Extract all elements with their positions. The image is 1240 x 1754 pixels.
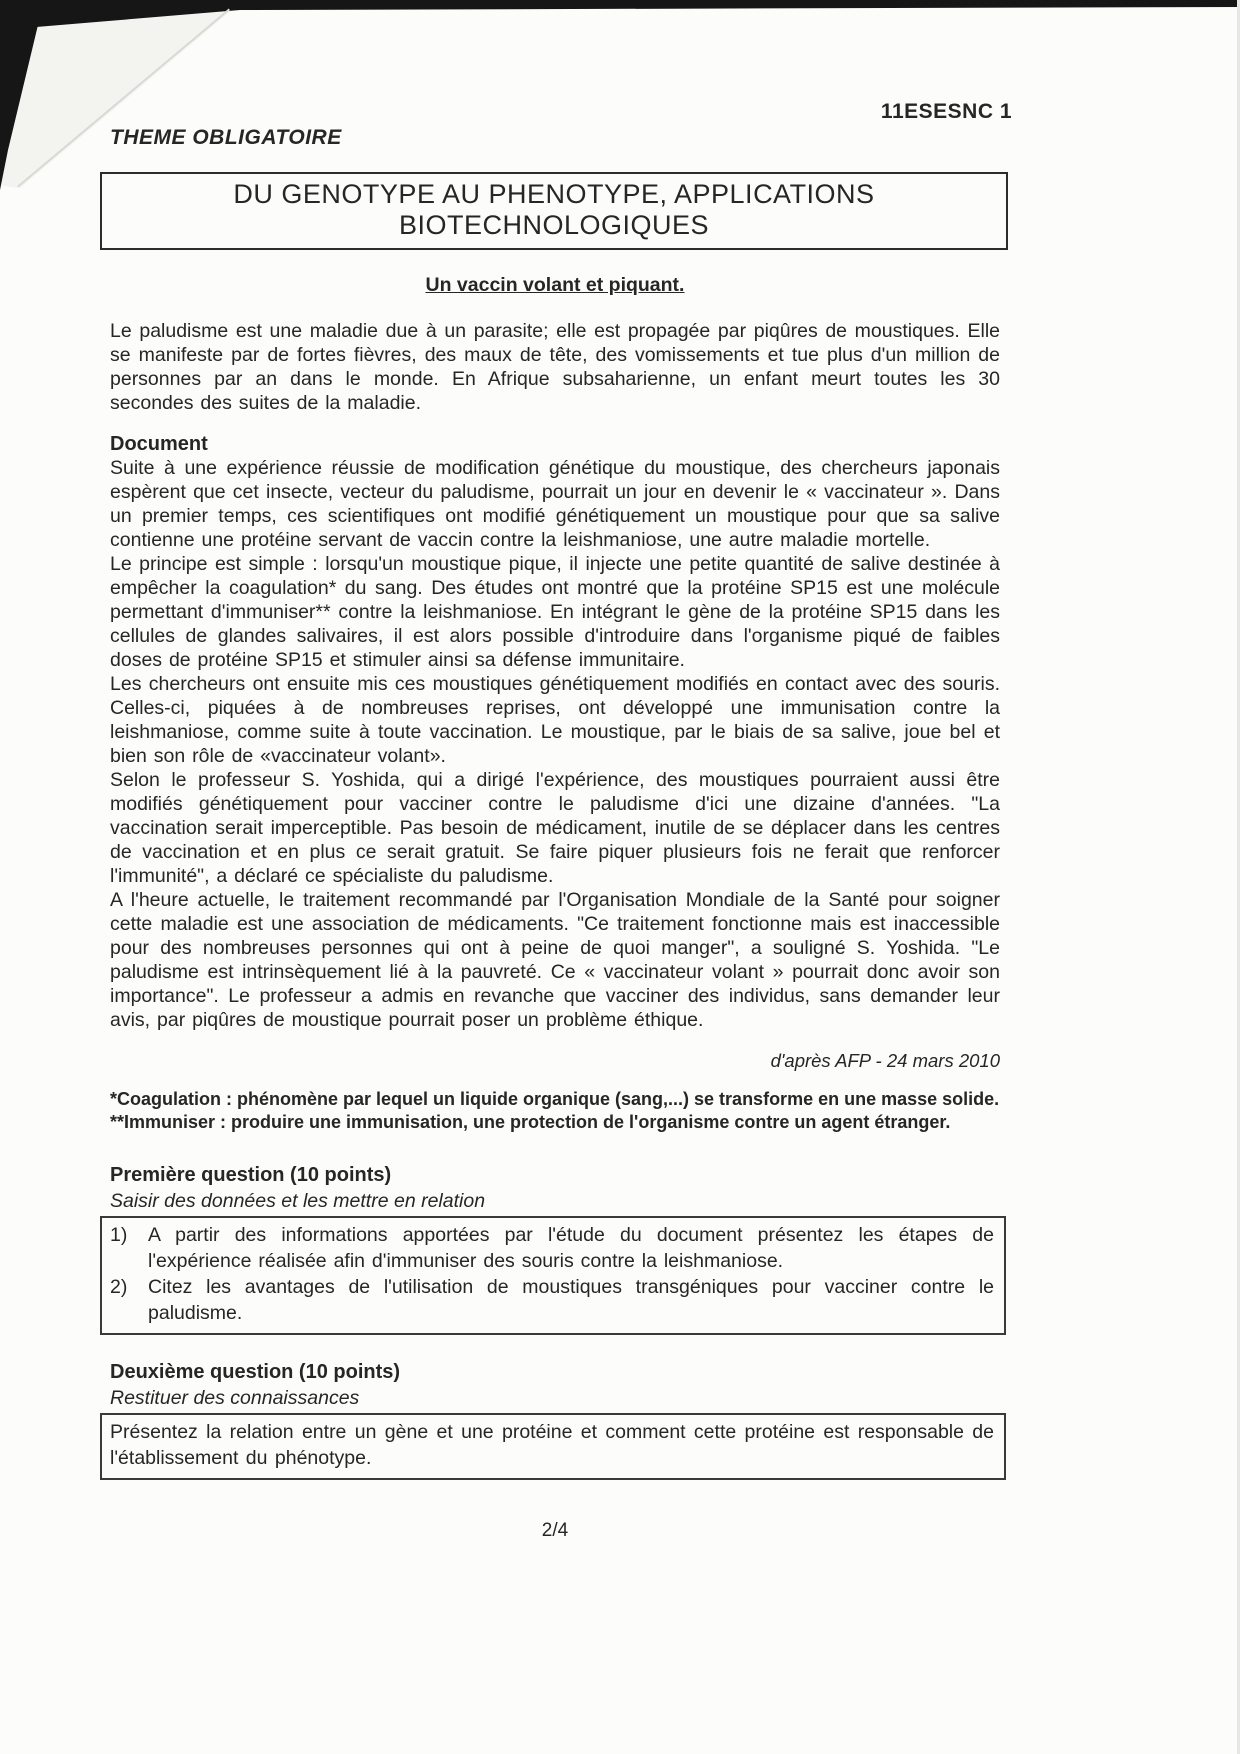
question2-skill: Restituer des connaissances [110, 1387, 360, 1409]
document-body [110, 456, 1000, 1032]
document-paragraph: Selon le professeur S. Yoshida, qui a dirigé l'expérience, des moustiques pourraient aussi être modifiés génétiquement pour vacciner contre le paludisme d'ici une dizaine d'années. "La vaccination serait imperceptible. Pas besoin de médicament, inutile de se déplacer dans les centres de vaccination et en plus ce serait gratuit. Se faire piquer plusieurs fois ne ferait que renforcer l'immunité", a déclaré ce spécialiste du paludisme. [110, 769, 1000, 887]
document-paragraph: A l'heure actuelle, le traitement recommandé par l'Organisation Mondiale de la Santé pour soigner cette maladie est une association de médicaments. "Ce traitement fonctionne mais est inaccessible pour des nombreuses personnes qui ont à peine de quoi manger", a souligné S. Yoshida. "Le paludisme est intrinsèquement lié à la pauvreté. Ce « vaccinateur volant » pourrait donc avoir son importance". Le professeur a admis en revanche que vacciner des individus, sans demander leur avis, par piqûres de moustique pourrait poser un problème éthique. [110, 889, 1000, 1031]
question-item [110, 1274, 994, 1326]
intro-paragraph: Le paludisme est une maladie due à un parasite; elle est propagée par piqûres de moustiques. Elle se manifeste par de fortes fièvres, des maux de tête, des vomissements et tue plus d'un million de personnes par an dans le monde. En Afrique subsaharienne, un enfant meurt toutes les 30 secondes des suites de la maladie. [110, 320, 1000, 414]
document-paragraph: Le principe est simple : lorsqu'un moustique pique, il injecte une petite quantité de salive destinée à empêcher la coagulation* du sang. Des études ont montré que la protéine SP15 est une molécule permettant d'immuniser** contre la leishmaniose. En intégrant le gène de la protéine SP15 dans les cellules de glandes salivaires, il est alors possible d'introduire dans l'organisme piqué de faibles doses de protéine SP15 et stimuler ainsi sa défense immunitaire. [110, 553, 1000, 671]
document-heading: Document [110, 433, 208, 455]
footnotes [110, 1088, 1000, 1134]
document-subtitle: Un vaccin volant et piquant. [425, 274, 685, 296]
question2-box [100, 1413, 1006, 1480]
document-paragraph: Suite à une expérience réussie de modification génétique du moustique, des chercheurs japonais espèrent que cet insecte, vecteur du paludisme, pourrait un jour en devenir le « vaccinateur ». Dans un premier temps, ces scientifiques ont modifié génétiquement un moustique pour que sa salive contienne une protéine servant de vaccin contre la leishmaniose, une autre maladie mortelle. [110, 457, 1000, 551]
item-text: A partir des informations apportées par l'étude du document présentez les étapes de l'expérience réalisée afin d'immuniser des souris contre la leishmaniose. [148, 1224, 994, 1272]
page-number: 2/4 [541, 1520, 569, 1541]
item-text: Citez les avantages de l'utilisation de moustiques transgéniques pour vacciner contre le paludisme. [148, 1276, 994, 1324]
question2-text: Présentez la relation entre un gène et une protéine et comment cette protéine est responsable de l'établissement du phénotype. [110, 1421, 994, 1469]
main-title: DU GENOTYPE AU PHENOTYPE, APPLICATIONS BIOTECHNOLOGIQUES [233, 179, 875, 240]
question1-box [100, 1216, 1006, 1335]
page-content [110, 0, 1012, 1542]
main-title-box [100, 172, 1008, 250]
exam-code: 11ESESNC 1 [880, 100, 1012, 123]
footnote-coagulation: *Coagulation : phénomène par lequel un liquide organique (sang,...) se transforme en une masse solide. [110, 1089, 1000, 1109]
source-attribution: d'après AFP - 24 mars 2010 [770, 1050, 1000, 1071]
document-paragraph: Les chercheurs ont ensuite mis ces moustiques génétiquement modifiés en contact avec des souris. Celles-ci, piquées à de nombreuses reprises, ont développé une immunisation contre la leishmaniose, comme suite à toute vaccination. Le moustique, par le biais de sa salive, joue bel et bien son rôle de «vaccinateur volant». [110, 673, 1000, 767]
item-number: 1) [110, 1224, 128, 1246]
question-item [110, 1222, 994, 1274]
theme-label: THEME OBLIGATOIRE [110, 126, 342, 149]
question1-skill: Saisir des données et les mettre en relation [110, 1190, 486, 1212]
footnote-immuniser: **Immuniser : produire une immunisation, une protection de l'organisme contre un agent étranger. [110, 1112, 951, 1132]
question1-heading: Première question (10 points) [110, 1164, 392, 1186]
item-number: 2) [110, 1276, 128, 1298]
question2-heading: Deuxième question (10 points) [110, 1361, 401, 1383]
